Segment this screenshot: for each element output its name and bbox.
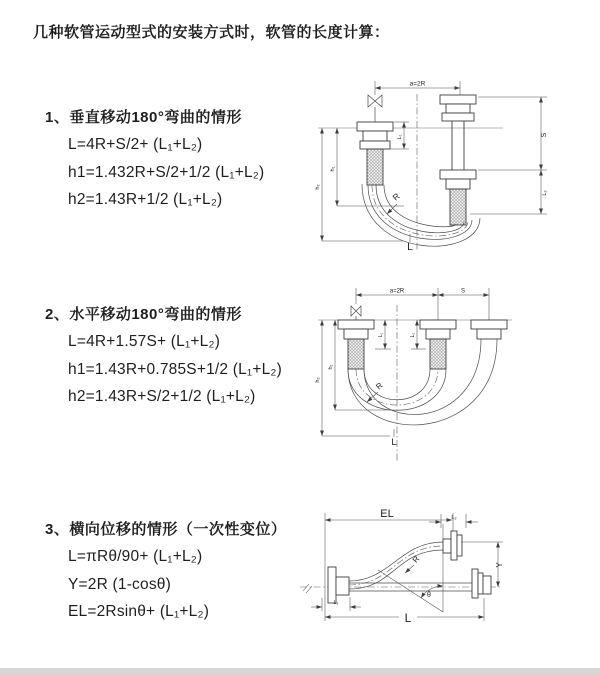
formula-h2: h2=1.43R+S/2+1/2 (L₁+L₂) bbox=[68, 388, 256, 405]
dim-label-theta: θ bbox=[427, 592, 431, 599]
dim-label-r: R bbox=[410, 554, 422, 565]
dim-label-l1: L₁ bbox=[397, 134, 403, 140]
formula-h1: h1=1.43R+0.785S+1/2 (L₁+L₂) bbox=[68, 360, 282, 378]
dim-label-a2r: a=2R bbox=[409, 80, 426, 88]
dim-label-y: Y bbox=[495, 562, 504, 568]
section-2-heading: 2、水平移动180°弯曲的情形 bbox=[45, 306, 242, 323]
formula-l: L=πRθ/90+ (L₁+L₂) bbox=[68, 548, 203, 565]
dimension-l bbox=[325, 598, 484, 625]
dimension-s bbox=[438, 289, 489, 296]
dimension-l1 bbox=[311, 597, 361, 611]
right-fitting-two-positions bbox=[440, 95, 476, 225]
dim-label-l: L bbox=[404, 611, 412, 625]
radius-callout bbox=[387, 191, 402, 214]
formula-h1: h1=1.432R+S/2+1/2 (L₁+L₂) bbox=[68, 163, 265, 181]
dim-label-l1: L₁ bbox=[378, 332, 384, 338]
section-vertical-movement bbox=[45, 106, 264, 220]
length-label bbox=[391, 429, 396, 448]
left-fitting bbox=[338, 320, 374, 369]
formula-el: EL=2Rsinθ+ (L₁+L₂) bbox=[68, 603, 210, 620]
length-label bbox=[407, 234, 413, 253]
pipe-break-mark bbox=[303, 584, 312, 593]
hose-u-curves bbox=[348, 339, 497, 425]
radius-callout bbox=[405, 554, 422, 573]
formula-l: L=4R+S/2+ (L₁+L₂) bbox=[68, 136, 203, 153]
dimension-a2r bbox=[375, 81, 460, 96]
dimension-a2r bbox=[356, 289, 438, 296]
diagram-horizontal-180-bend bbox=[310, 283, 525, 475]
section-1-heading: 1、垂直移动180°弯曲的情形 bbox=[45, 109, 242, 126]
dim-label-s: S bbox=[541, 132, 548, 138]
section-lateral-displacement bbox=[45, 518, 286, 632]
dimension-s bbox=[478, 97, 548, 170]
dim-label-h2: h₂ bbox=[315, 377, 321, 383]
left-fitting bbox=[357, 122, 393, 185]
right-flange-original bbox=[472, 569, 491, 598]
dim-label-s: S bbox=[460, 288, 466, 295]
dim-label-l2: L₂ bbox=[542, 190, 548, 196]
valve-icon bbox=[368, 95, 382, 122]
formula-h2: h2=1.43R+1/2 (L₁+L₂) bbox=[68, 191, 223, 208]
dim-label-r: R bbox=[374, 380, 385, 392]
dimension-l2 bbox=[470, 170, 548, 214]
dim-label-l2: L₂ bbox=[410, 332, 416, 338]
dimension-el bbox=[325, 508, 453, 621]
formula-y: Y=2R (1-cosθ) bbox=[68, 575, 171, 593]
diagram-lateral-displacement bbox=[298, 505, 600, 630]
dim-label-el: EL bbox=[380, 508, 394, 520]
dim-label-a2r: a=2R bbox=[389, 288, 405, 295]
dim-label-l: L bbox=[407, 241, 413, 253]
middle-fitting bbox=[420, 320, 456, 369]
section-3-heading: 3、横向位移的情形（一次性变位） bbox=[45, 521, 287, 538]
dim-label-h1: h₁ bbox=[330, 166, 336, 172]
section-horizontal-movement bbox=[45, 303, 282, 417]
page-bottom-edge bbox=[0, 668, 600, 675]
dim-label-r: R bbox=[390, 190, 402, 203]
page-title: 几种软管运动型式的安装方式时，软管的长度计算： bbox=[33, 24, 390, 41]
dim-label-l2: L₂ bbox=[451, 515, 457, 521]
dim-label-l1: L₁ bbox=[333, 600, 339, 606]
valve-icon bbox=[351, 306, 361, 320]
dim-label-h1: h₁ bbox=[328, 364, 334, 370]
raised-flange-displaced bbox=[443, 531, 462, 560]
diagram-vertical-180-bend bbox=[312, 70, 557, 258]
formula-l: L=4R+1.57S+ (L₁+L₂) bbox=[68, 333, 221, 350]
right-fitting-moved-position bbox=[471, 320, 507, 339]
dim-label-h2: h₂ bbox=[315, 184, 321, 190]
dimension-l1 bbox=[375, 320, 391, 349]
dimension-l2 bbox=[429, 514, 478, 528]
left-flange bbox=[328, 567, 349, 603]
dim-label-l: L bbox=[391, 437, 397, 448]
